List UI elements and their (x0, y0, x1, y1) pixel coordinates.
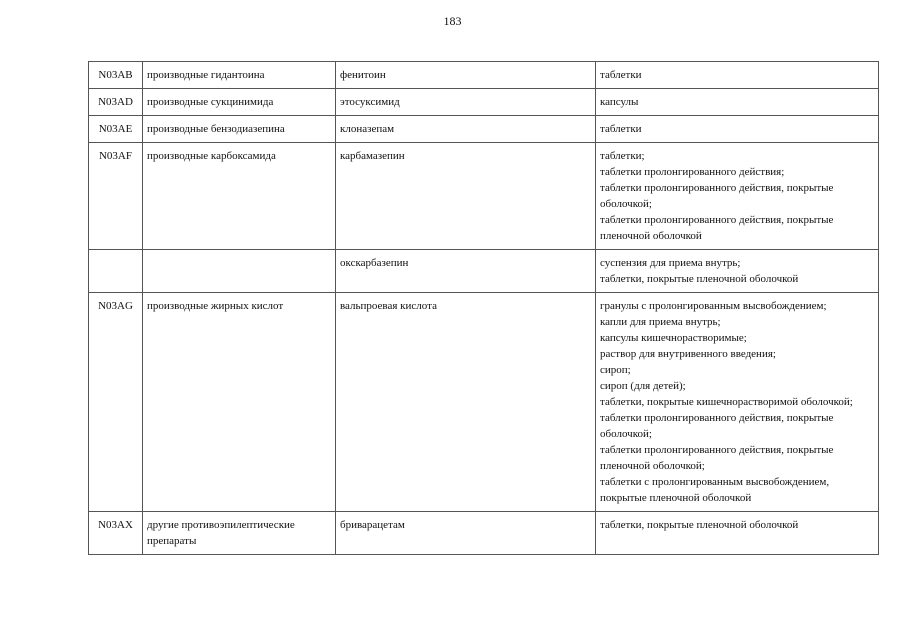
form-cell (596, 89, 879, 116)
form-line: таблетки, покрытые пленочной оболочкой (600, 519, 799, 531)
atc-code-cell: N03AX (89, 512, 143, 555)
form-line: капсулы (600, 96, 639, 108)
form-line: сироп; (600, 364, 631, 376)
form-cell (596, 250, 879, 293)
group-cell: производные бензодиазепина (143, 116, 336, 143)
drug-table (88, 61, 879, 555)
drug-cell: карбамазепин (336, 143, 596, 250)
form-line: суспензия для приема внутрь; (600, 257, 741, 269)
group-cell: другие противоэпилептические препараты (143, 512, 336, 555)
form-line: раствор для внутривенного введения; (600, 348, 776, 360)
form-cell (596, 116, 879, 143)
form-line: таблетки пролонгированного действия, покрытые пленочной оболочкой (600, 214, 834, 242)
table-row (89, 512, 879, 555)
drug-cell: бриварацетам (336, 512, 596, 555)
table-row (89, 293, 879, 512)
form-line: таблетки, покрытые кишечнорастворимой оболочкой; (600, 396, 853, 408)
drug-cell: вальпроевая кислота (336, 293, 596, 512)
group-cell: производные гидантоина (143, 62, 336, 89)
form-cell (596, 62, 879, 89)
table-row (89, 116, 879, 143)
form-line: таблетки пролонгированного действия; (600, 166, 785, 178)
form-line: таблетки (600, 69, 642, 81)
table-row (89, 250, 879, 293)
form-line: таблетки с пролонгированным высвобождением, покрытые пленочной оболочкой (600, 476, 830, 504)
atc-code-cell: N03AB (89, 62, 143, 89)
drug-cell: окскарбазепин (336, 250, 596, 293)
form-cell (596, 143, 879, 250)
group-cell: производные сукцинимида (143, 89, 336, 116)
form-line: таблетки (600, 123, 642, 135)
form-line: таблетки пролонгированного действия, покрытые оболочкой; (600, 412, 834, 440)
drug-cell: этосуксимид (336, 89, 596, 116)
form-line: капсулы кишечнорастворимые; (600, 332, 747, 344)
page-number: 183 (443, 14, 462, 28)
group-cell: производные карбоксамида (143, 143, 336, 250)
form-line: таблетки пролонгированного действия, покрытые пленочной оболочкой; (600, 444, 834, 472)
table-row (89, 62, 879, 89)
group-cell: производные жирных кислот (143, 293, 336, 512)
form-cell (596, 293, 879, 512)
drug-cell: фенитоин (336, 62, 596, 89)
form-line: таблетки; (600, 150, 645, 162)
form-line: сироп (для детей); (600, 380, 686, 392)
atc-code-cell: N03AE (89, 116, 143, 143)
atc-code-cell: N03AF (89, 143, 143, 250)
drug-cell: клоназепам (336, 116, 596, 143)
table-row (89, 143, 879, 250)
atc-code-cell (89, 250, 143, 293)
table-row (89, 89, 879, 116)
form-line: гранулы с пролонгированным высвобождением; (600, 300, 827, 312)
atc-code-cell: N03AG (89, 293, 143, 512)
form-line: таблетки, покрытые пленочной оболочкой (600, 273, 799, 285)
form-cell (596, 512, 879, 555)
form-line: капли для приема внутрь; (600, 316, 721, 328)
atc-code-cell: N03AD (89, 89, 143, 116)
form-line: таблетки пролонгированного действия, покрытые оболочкой; (600, 182, 834, 210)
group-cell (143, 250, 336, 293)
